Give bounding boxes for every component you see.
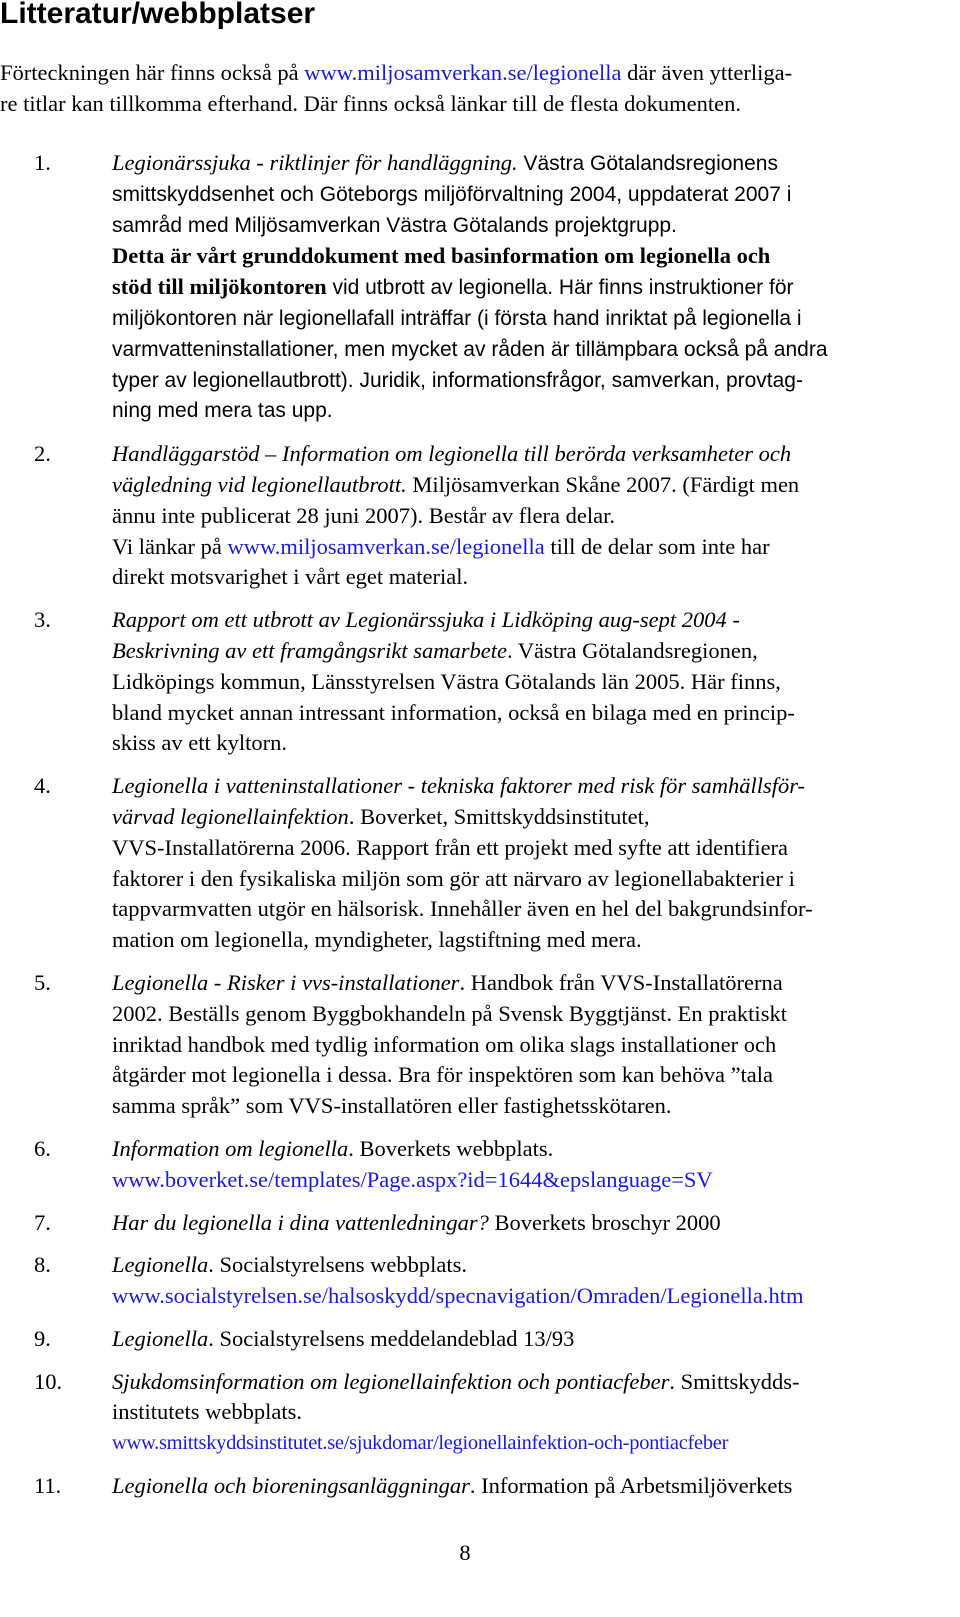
item-title: Information om legionella xyxy=(112,1135,349,1161)
item-number: 3. xyxy=(34,607,51,633)
item-number: 7. xyxy=(34,1209,51,1235)
item-title: Legionärssjuka - riktlinjer för handläggning. xyxy=(112,150,518,175)
item-number: 9. xyxy=(34,1325,51,1351)
smittskyddsinstitutet-link[interactable]: www.smittskyddsinstitutet.se/sjukdomar/legionellainfektion-och-pontiacfeber xyxy=(112,1432,729,1455)
item-title: Har du legionella i dina vattenledningar? xyxy=(112,1209,489,1235)
item-number: 6. xyxy=(34,1135,51,1161)
item-number: 1. xyxy=(34,150,51,175)
item-title: Legionella och bioreningsanläggningar xyxy=(112,1473,470,1499)
item-number: 2. xyxy=(34,441,51,467)
socialstyrelsen-link[interactable]: www.socialstyrelsen.se/halsoskydd/specnavigation/Omraden/Legionella.htm xyxy=(112,1283,804,1309)
page-number: 8 xyxy=(459,1540,471,1565)
key-statement: Detta är vårt grunddokument med basinformation om legionella och xyxy=(112,243,771,269)
page-heading: Litteratur/webbplatser xyxy=(0,0,316,30)
list-item-8: 8. Legionella. Socialstyrelsens webbplats. www.socialstyrelsen.se/halsoskydd/specnavigation/Omraden/Legionella.htm xyxy=(0,1250,935,1312)
item-title: Legionella i vatteninstallationer - tekniska faktorer med risk för samhällsför- xyxy=(112,773,806,799)
list-item-11: 11. Legionella och bioreningsanläggningar. Information på Arbetsmiljöverkets xyxy=(0,1471,935,1502)
item-number: 8. xyxy=(34,1252,51,1278)
list-item-7: 7. Har du legionella i dina vattenledningar? Boverkets broschyr 2000 xyxy=(0,1208,935,1239)
list-item-9: 9. Legionella. Socialstyrelsens meddelandeblad 13/93 xyxy=(0,1324,935,1355)
list-item-3: 3. Rapport om ett utbrott av Legionärssjuka i Lidköping aug-sept 2004 - Beskrivning av ett framgångsrikt samarbete. Västra Götalandsregionen, Lidköpings kommun, Länsstyrelsen Västra Götalands län 2005. Här finns, bland mycket annan intressant information, också en bilaga med en princip- skiss av ett kyltorn. xyxy=(0,605,935,759)
item-title: Legionella xyxy=(112,1325,209,1351)
intro-paragraph: Förteckningen här finns också på www.miljosamverkan.se/legionella där även ytterliga- re titlar kan tillkomma efterhand. Där finns också länkar till de flesta dokumenten. xyxy=(0,60,793,116)
list-item-1: 1. Legionärssjuka - riktlinjer för handläggning. Västra Götalandsregionens smittskyddsenhet och Göteborgs miljöförvaltning 2004, uppdaterat 2007 i samråd med Miljösamverkan Västra Götalands projektgrupp. Detta är vårt grunddokument med basinformation om legionella och stöd till miljökontoren vid utbrott av legionella. Här finns instruktioner för miljökontoren när legionellafall inträffar (i första hand inriktat på legionella i varmvatteninstallationer, men mycket av råden är tillämpbara också på andra typer av legionellautbrott). Juridik, informationsfrågor, samverkan, provtag- ning med mera tas upp. xyxy=(0,148,935,427)
item-number: 10. xyxy=(34,1368,63,1394)
item-number: 5. xyxy=(34,969,51,995)
miljosamverkan-link[interactable]: www.miljosamverkan.se/legionella xyxy=(227,533,545,559)
item-title: Handläggarstöd – Information om legionella till berörda verksamheter och xyxy=(112,441,792,467)
miljosamverkan-link[interactable]: www.miljosamverkan.se/legionella xyxy=(304,60,622,85)
item-title: Sjukdomsinformation om legionellainfektion och pontiacfeber xyxy=(112,1368,670,1394)
list-item-10: 10. Sjukdomsinformation om legionellainfektion och pontiacfeber. Smittskydds- institutets webbplats. www.smittskyddsinstitutet.se/sjukdomar/legionellainfektion-och-pontiacfeber xyxy=(0,1367,935,1459)
item-number: 4. xyxy=(34,773,51,799)
item-title: Legionella - Risker i vvs-installationer xyxy=(112,969,460,995)
item-number: 11. xyxy=(34,1473,62,1499)
item-title: Legionella xyxy=(112,1252,209,1278)
list-item-4: 4. Legionella i vatteninstallationer - tekniska faktorer med risk för samhällsför- värvad legionellainfektion. Boverket, Smittskyddsinstitutet, VVS-Installatörerna 2006. Rapport från ett projekt med syfte att identifiera faktorer i den fysikaliska miljön som gör att närvaro av legionellabakterier i tappvarmvatten utgör en hälsorisk. Innehåller även en hel del bakgrundsinfor- mation om legionella, myndigheter, lagstiftning med mera. xyxy=(0,771,935,956)
item-title: Rapport om ett utbrott av Legionärssjuka i Lidköping aug-sept 2004 - xyxy=(112,607,740,633)
boverket-link[interactable]: www.boverket.se/templates/Page.aspx?id=1644&epslanguage=SV xyxy=(112,1166,713,1192)
list-item-2: 2. Handläggarstöd – Information om legionella till berörda verksamheter och vägledning vid legionellautbrott. Miljösamverkan Skåne 2007. (Färdigt men ännu inte publicerat 28 juni 2007). Består av flera delar. Vi länkar på www.miljosamverkan.se/legionella till de delar som inte har direkt motsvarighet i vårt eget material. xyxy=(0,439,935,593)
reference-list xyxy=(0,148,935,1514)
list-item-5: 5. Legionella - Risker i vvs-installationer. Handbok från VVS-Installatörerna 2002. Beställs genom Byggbokhandeln på Svensk Byggtjänst. En praktiskt inriktad handbok med tydlig information om olika slags installationer och åtgärder mot legionella i dessa. Bra för inspektören som kan behöva ”tala samma språk” som VVS-installatören eller fastighetsskötaren. xyxy=(34,969,787,1119)
list-item-6: 6. Information om legionella. Boverkets webbplats. www.boverket.se/templates/Page.aspx?id=1644&epslanguage=SV xyxy=(0,1134,935,1196)
